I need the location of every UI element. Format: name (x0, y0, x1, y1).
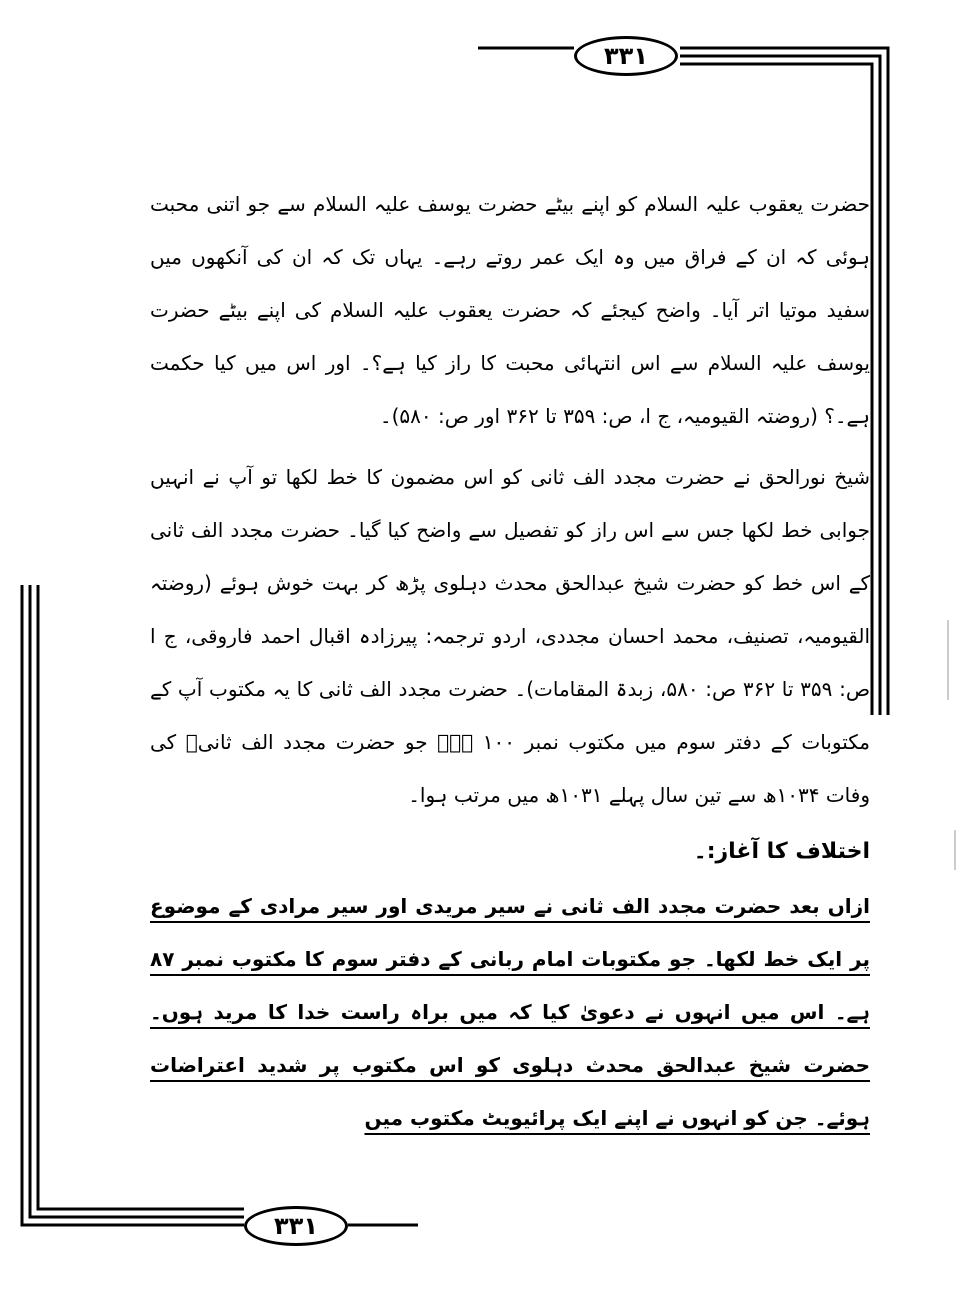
section-heading: اختلاف کا آغاز:۔ (693, 839, 870, 864)
page-number-bottom-text: ۳۳۱ (274, 1212, 318, 1240)
paragraph-1: حضرت یعقوب علیہ السلام کو اپنے بیٹے حضرت یوسف علیہ السلام سے جو اتنی محبت ہوئی کہ ان کے فراق میں وہ ایک عمر روتے رہے۔ یہاں تک کہ ان کی آنکھوں میں سفید موتیا اتر آیا۔ واضح کیجئے کہ حضرت یعقوب علیہ السلام کی اپنے بیٹے حضرت یوسف علیہ السلام سے اس انتہائی محبت کا راز کیا ہے؟۔ اور اس میں کیا حکمت ہے۔؟ (روضتہ القیومیہ، ج ا، ص: ۳۵۹ تا ۳۶۲ اور ص: ۵۸۰)۔ (150, 192, 870, 428)
page-number-top (574, 36, 678, 76)
page-number-top-text: ۳۳۱ (604, 42, 648, 70)
page-number-bottom (244, 1206, 348, 1246)
page-body (150, 178, 870, 1145)
underlined-paragraph: ازاں بعد حضرت مجدد الف ثانی نے سیر مریدی اور سیر مرادی کے موضوع پر ایک خط لکھا۔ جو مکتوبات امام ربانی کے دفتر سوم کا مکتوب نمبر ۸۷ ہے۔ اس میں انہوں نے دعویٰ کیا کہ میں براہ راست خدا کا مرید ہوں۔ حضرت شیخ عبدالحق محدث دہلوی کو اس مکتوب پر شدید اعتراضات ہوئے۔ جن کو انہوں نے اپنے ایک پرائیویٹ مکتوب میں (150, 894, 870, 1130)
paragraph-2: شیخ نورالحق نے حضرت مجدد الف ثانی کو اس مضمون کا خط لکھا تو آپ نے انہیں جوابی خط لکھا جس سے اس راز کو تفصیل سے واضح کیا گیا۔ حضرت مجدد الف ثانی کے اس خط کو حضرت شیخ عبدالحق محدث دہلوی پڑھ کر بہت خوش ہوئے (روضتہ القیومیہ، تصنیف، محمد احسان مجددی، اردو ترجمہ: پیرزادہ اقبال احمد فاروقی، ج ا ص: ۳۵۹ تا ۳۶۲ ص: ۵۸۰، زبدۃ المقامات)۔ حضرت مجدد الف ثانی کا یہ مکتوب آپ کے مکتوبات کے دفتر سوم میں مکتوب نمبر ۱۰۰ ہے۔ جو حضرت مجدد الف ثانیؒ کی وفات ۱۰۳۴ھ سے تین سال پہلے ۱۰۳۱ھ میں مرتب ہوا۔ (150, 465, 871, 807)
